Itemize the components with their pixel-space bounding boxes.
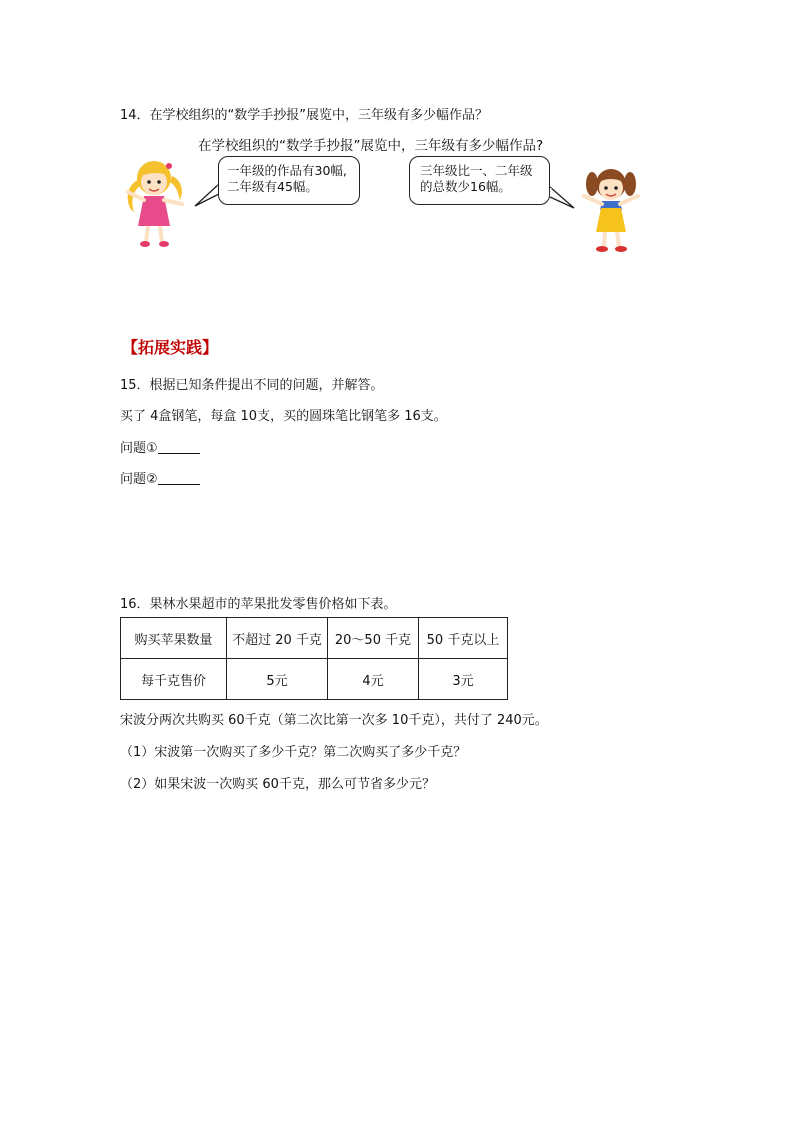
girl-right-illustration <box>578 164 644 254</box>
question-15-prompt: 15．根据已知条件提出不同的问题，并解答。 <box>120 378 384 393</box>
table-cell: 50 千克以上 <box>419 618 508 659</box>
bubble-left-line-2: 二年级有45幅。 <box>227 179 318 194</box>
table-cell: 20～50 千克 <box>328 618 419 659</box>
question-16-sub-2: （2）如果宋波一次购买 60千克，那么可节省多少元？ <box>120 777 435 792</box>
question-2-label: 问题② <box>120 472 158 487</box>
table-cell: 每千克售价 <box>121 659 227 700</box>
bubble-left-line-1: 一年级的作品有30幅, <box>227 163 347 178</box>
girl-left-illustration <box>124 156 190 250</box>
speech-bubble-left <box>218 156 360 205</box>
speech-bubble-tails <box>0 0 794 300</box>
bubble-right-line-2: 的总数少16幅。 <box>420 179 511 194</box>
bubble-right-line-1: 三年级比一、二年级 <box>420 163 533 178</box>
table-cell: 不超过 20 千克 <box>227 618 328 659</box>
answer-blank-1[interactable] <box>158 441 200 454</box>
question-15-ask-1 <box>120 437 200 456</box>
question-16-sub-1: （1）宋波第一次购买了多少千克？第二次购买了多少千克？ <box>120 745 467 760</box>
question-14-caption: 在学校组织的“数学手抄报”展览中，三年级有多少幅作品? <box>198 138 544 154</box>
table-cell: 购买苹果数量 <box>121 618 227 659</box>
question-15-ask-2 <box>120 468 200 487</box>
price-table <box>120 617 508 700</box>
answer-blank-2[interactable] <box>158 472 200 485</box>
table-cell: 5元 <box>227 659 328 700</box>
question-16-condition: 宋波分两次共购买 60千克（第二次比第一次多 10千克），共付了 240元。 <box>120 713 548 728</box>
table-row-header <box>121 618 508 659</box>
question-14-prompt: 14．在学校组织的“数学手抄报”展览中，三年级有多少幅作品？ <box>120 108 489 123</box>
question-15-condition: 买了 4盒钢笔，每盒 10支，买的圆珠笔比钢笔多 16支。 <box>120 409 447 424</box>
question-16-prompt: 16．果林水果超市的苹果批发零售价格如下表。 <box>120 597 397 612</box>
question-1-label: 问题① <box>120 441 158 456</box>
table-cell: 3元 <box>419 659 508 700</box>
section-title: 【拓展实践】 <box>122 338 219 357</box>
speech-bubble-right <box>409 156 550 205</box>
table-row-price <box>121 659 508 700</box>
table-cell: 4元 <box>328 659 419 700</box>
